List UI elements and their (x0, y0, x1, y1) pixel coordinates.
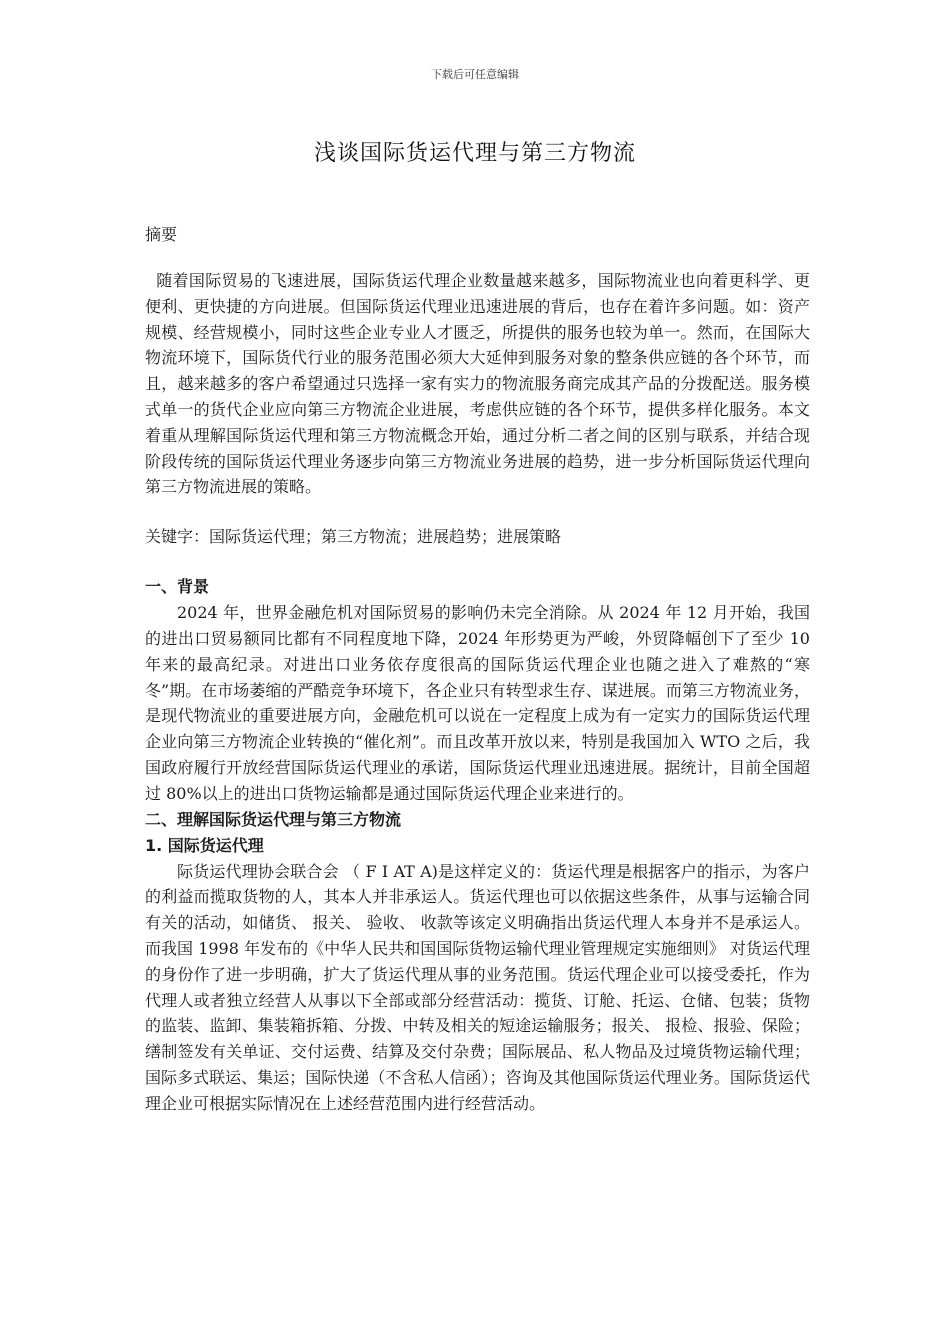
document-body (145, 222, 810, 1117)
document-title: 浅谈国际货运代理与第三方物流 (313, 141, 636, 166)
header-note: 下载后可任意编辑 (431, 68, 519, 81)
section-background-heading: 一、背景 (145, 577, 210, 597)
keywords-text: 国际货运代理；第三方物流；进展趋势；进展策略 (209, 527, 562, 547)
keywords-label: 关键字： (145, 527, 210, 547)
section-understanding-heading: 二、理解国际货运代理与第三方物流 (145, 809, 402, 829)
keywords-line (145, 524, 810, 550)
abstract-heading: 摘要 (145, 225, 178, 244)
subsection-freight-forwarding-heading: 1. 国际货运代理 (145, 835, 264, 855)
subsection-freight-forwarding-text: 际货运代理协会联合会 （ F I AT A)是这样定义的：货运代理是根据客户的指示，为客户的利益而揽取货物的人，其本人并非承运人。货运代理也可以依据这些条件，从事与运输合同有关的活动，如储货、 报关、 验收、 收款等该定义明确指出货运代理人本身并不是承运人。而我国 1998 年发布的《中华人民共和国国际货物运输代理业管理规定实施细则》 对货运代理的身份作了进一步明确，扩大了货运代理从事的业务范围。货运代理企业可以接受委托，作为代理人或者独立经营人从事以下全部或部分经营活动：揽货、订舱、托运、仓储、包装；货物的监装、监卸、集装箱拆箱、分拨、中转及相关的短途运输服务；报关、 报检、报验、保险；缮制签发有关单证、交付运费、结算及交付杂费；国际展品、私人物品及过境货物运输代理；国际多式联运、集运；国际快递（不含私人信函）；咨询及其他国际货运代理业务。国际货运代理企业可根据实际情况在上述经营范围内进行经营活动。 (145, 861, 810, 1113)
section-background-text: 2024 年，世界金融危机对国际贸易的影响仍未完全消除。从 2024 年 12 月开始，我国的进出口贸易额同比都有不同程度地下降，2024 年形势更为严峻，外贸降幅创下了至少 10 年来的最高纪录。对进出口业务依存度很高的国际货运代理企业也随之进入了难熬的“寒冬”期。在市场萎缩的严酷竞争环境下，各企业只有转型求生存、谋进展。而第三方物流业务，是现代物流业的重要进展方向，金融危机可以说在一定程度上成为有一定实力的国际货运代理企业向第三方物流企业转换的“催化剂”。而且改革开放以来，特别是我国加入 WTO 之后，我国政府履行开放经营国际货运代理业的承诺，国际货运代理业迅速进展。据统计，目前全国超过 80%以上的进出口货物运输都是通过国际货运代理企业来进行的。 (145, 603, 810, 803)
abstract-text: 随着国际贸易的飞速进展，国际货运代理企业数量越来越多，国际物流业也向着更科学、更便利、更快捷的方向进展。但国际货运代理业迅速进展的背后，也存在着许多问题。如：资产规模、经营规模小，同时这些企业专业人才匮乏，所提供的服务也较为单一。然而，在国际大物流环境下，国际货代行业的服务范围必须大大延伸到服务对象的整条供应链的各个环节，而且，越来越多的客户希望通过只选择一家有实力的物流服务商完成其产品的分拨配送。服务模式单一的货代企业应向第三方物流企业进展，考虑供应链的各个环节，提供多样化服务。本文着重从理解国际货运代理和第三方物流概念开始，通过分析二者之间的区别与联系，并结合现阶段传统的国际货运代理业务逐步向第三方物流业务进展的趋势，进一步分析国际货运代理向第三方物流进展的策略。 (145, 271, 810, 497)
